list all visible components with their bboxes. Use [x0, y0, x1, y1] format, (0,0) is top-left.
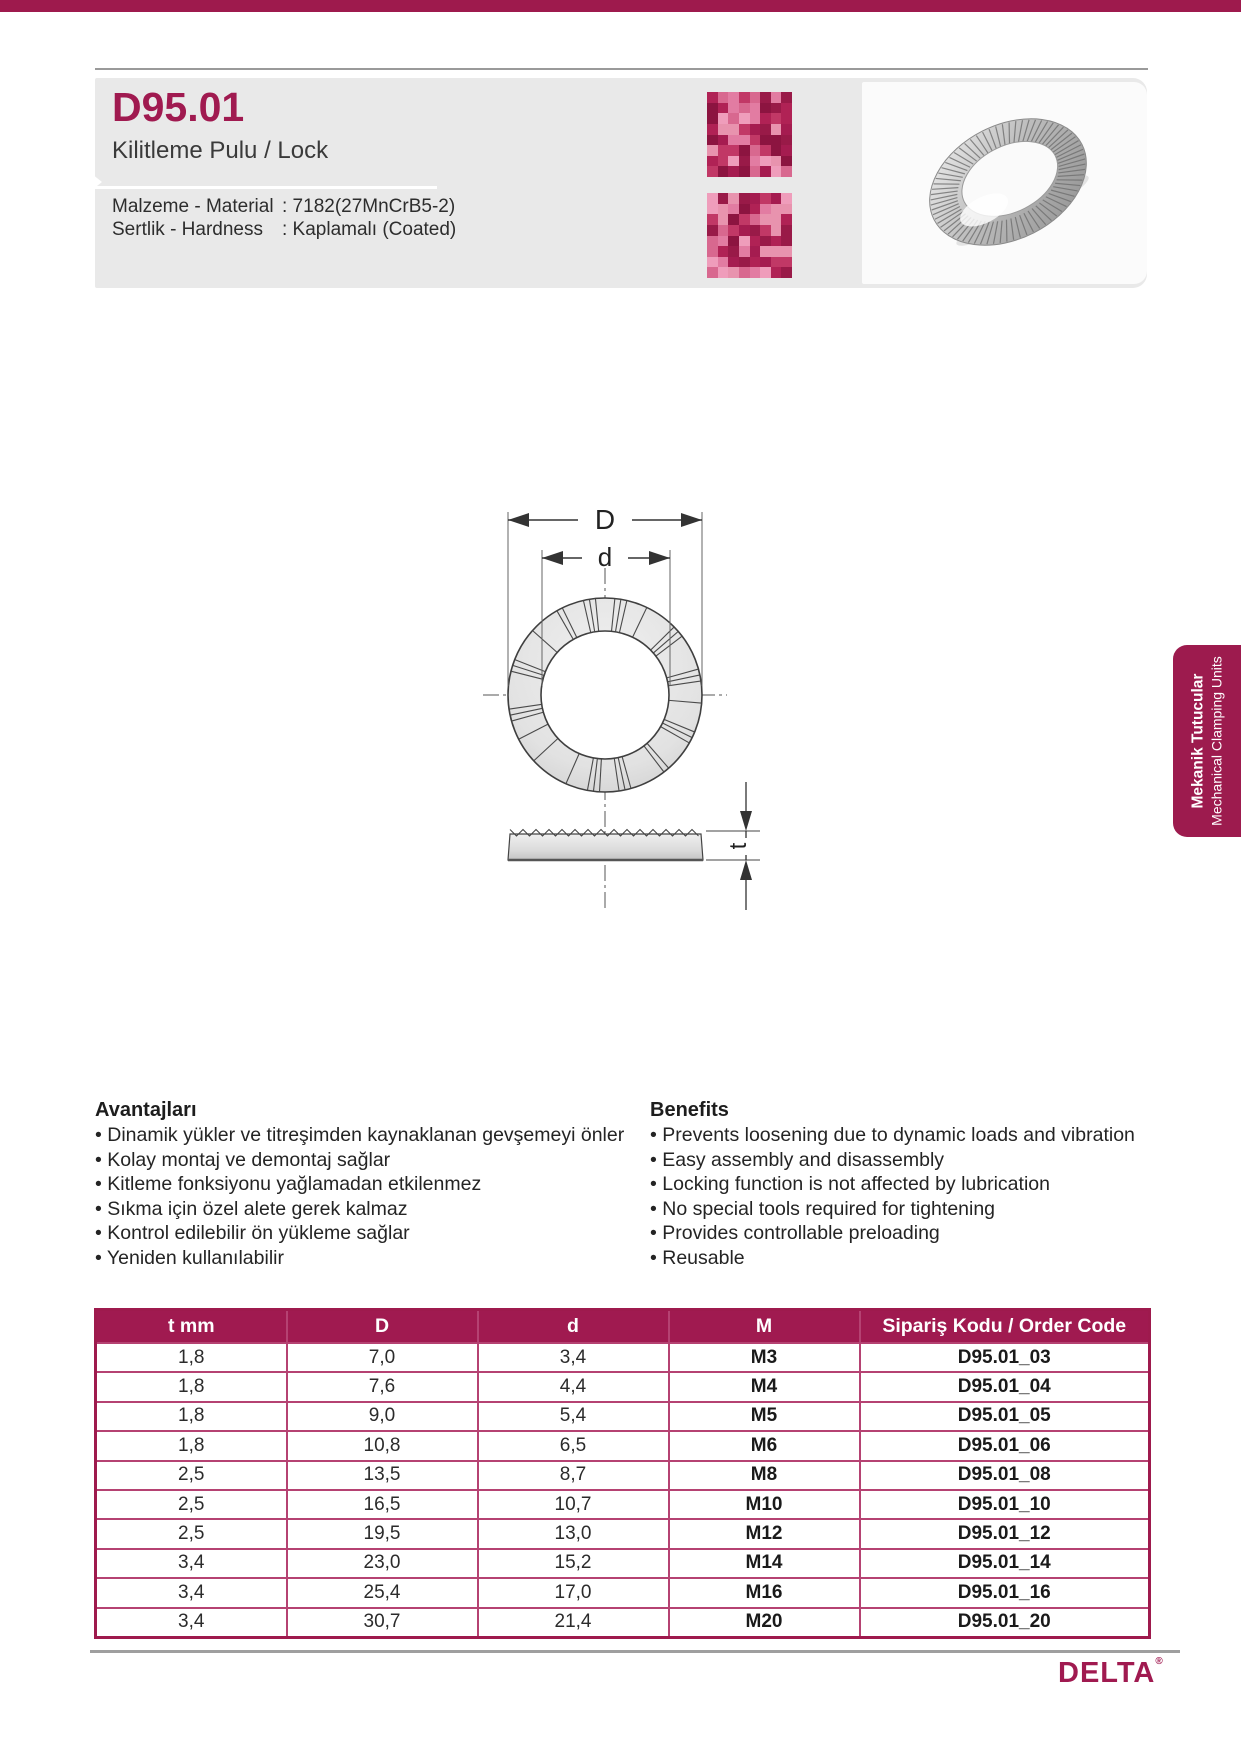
advantages-list: [95, 1123, 655, 1271]
table-cell: 1,8: [96, 1372, 287, 1401]
table-cell: D95.01_03: [860, 1343, 1150, 1372]
table-cell: D95.01_12: [860, 1519, 1150, 1548]
side-tab-subtitle: Mechanical Clamping Units: [1208, 656, 1225, 826]
table-cell: 8,7: [478, 1461, 669, 1490]
mosaic-cell: [728, 92, 739, 103]
table-cell: 3,4: [96, 1549, 287, 1578]
mosaic-cell: [781, 257, 792, 268]
dim-label-d: d: [597, 542, 613, 572]
mosaic-cell: [750, 204, 761, 215]
product-header: [95, 78, 1147, 288]
mosaic-cell: [718, 225, 729, 236]
table-row: [96, 1461, 1150, 1490]
table-row: [96, 1578, 1150, 1607]
bullet-item: • Easy assembly and disassembly: [650, 1148, 1210, 1173]
benefits-heading: Benefits: [650, 1099, 729, 1121]
product-subtitle: Kilitleme Pulu / Lock: [112, 137, 329, 164]
column-header: d: [478, 1310, 669, 1344]
mosaic-cell: [750, 225, 761, 236]
mosaic-cell: [718, 113, 729, 124]
table-cell: M3: [669, 1343, 860, 1372]
table-cell: M4: [669, 1372, 860, 1401]
dim-label-t: t: [725, 842, 752, 850]
mosaic-cell: [739, 166, 750, 177]
mosaic-cell: [760, 204, 771, 215]
table-row: [96, 1402, 1150, 1431]
mosaic-cell: [739, 204, 750, 215]
bullet-item: • Yeniden kullanılabilir: [95, 1246, 655, 1271]
mosaic-cell: [739, 236, 750, 247]
bullet-item: • Provides controllable preloading: [650, 1221, 1210, 1246]
mosaic-cell: [739, 135, 750, 146]
mosaic-cell: [750, 145, 761, 156]
table-cell: 2,5: [96, 1461, 287, 1490]
table-cell: D95.01_16: [860, 1578, 1150, 1607]
mosaic-cell: [728, 166, 739, 177]
brand-name: DELTA: [1058, 1657, 1156, 1689]
mosaic-cell: [718, 135, 729, 146]
table-row: [96, 1549, 1150, 1578]
product-code: D95.01: [112, 84, 245, 130]
top-accent-bar: [0, 0, 1241, 12]
washer-inner-circle: [541, 631, 669, 759]
mosaic-cell: [781, 166, 792, 177]
table-cell: D95.01_04: [860, 1372, 1150, 1401]
mosaic-cell: [718, 214, 729, 225]
mosaic-cell: [707, 103, 718, 114]
mosaic-cell: [707, 193, 718, 204]
mosaic-cell: [707, 113, 718, 124]
mosaic-cell: [728, 267, 739, 278]
table-cell: M6: [669, 1431, 860, 1460]
mosaic-cell: [781, 246, 792, 257]
mosaic-cell: [781, 135, 792, 146]
mosaic-cell: [707, 246, 718, 257]
footer-rule: [90, 1650, 1180, 1653]
table-cell: 25,4: [287, 1578, 478, 1607]
table-cell: D95.01_08: [860, 1461, 1150, 1490]
mosaic-cell: [739, 257, 750, 268]
table-cell: 3,4: [478, 1343, 669, 1372]
bullet-item: • Dinamik yükler ve titreşimden kaynaklanan gevşemeyi önler: [95, 1123, 655, 1148]
mosaic-cell: [739, 225, 750, 236]
table-cell: 15,2: [478, 1549, 669, 1578]
mosaic-cell: [718, 267, 729, 278]
benefits-section: [650, 1098, 1210, 1271]
mosaic-cell: [707, 214, 718, 225]
table-cell: 5,4: [478, 1402, 669, 1431]
mosaic-cell: [728, 204, 739, 215]
side-tab-text: [1189, 656, 1226, 826]
table-row: [96, 1343, 1150, 1372]
mosaic-cell: [750, 257, 761, 268]
table-cell: 10,8: [287, 1431, 478, 1460]
mosaic-cell: [750, 267, 761, 278]
mosaic-cell: [728, 257, 739, 268]
table-cell: M20: [669, 1608, 860, 1638]
table-cell: 1,8: [96, 1431, 287, 1460]
table-cell: M16: [669, 1578, 860, 1607]
mosaic-cell: [781, 236, 792, 247]
washer-side-view: [508, 834, 703, 860]
mosaic-cell: [771, 92, 782, 103]
table-cell: D95.01_10: [860, 1490, 1150, 1519]
brand-logo: [1058, 1656, 1163, 1690]
table-cell: 17,0: [478, 1578, 669, 1607]
benefits-list: [650, 1123, 1210, 1271]
side-tab-mechanical-clamping: [1173, 645, 1241, 837]
spec-label: Sertlik - Hardness: [112, 219, 263, 240]
mosaic-cell: [771, 193, 782, 204]
mosaic-cell: [781, 113, 792, 124]
mosaic-cell: [718, 103, 729, 114]
mosaic-cell: [781, 124, 792, 135]
mosaic-cell: [707, 236, 718, 247]
mosaic-cell: [718, 92, 729, 103]
mosaic-cell: [739, 193, 750, 204]
mosaic-cell: [750, 236, 761, 247]
mosaic-cell: [760, 246, 771, 257]
mosaic-cell: [739, 246, 750, 257]
table-cell: 3,4: [96, 1608, 287, 1638]
lock-washer-photo: [862, 82, 1147, 284]
table-cell: D95.01_20: [860, 1608, 1150, 1638]
spec-row-hardness: [112, 218, 456, 241]
bullet-item: • Kontrol edilebilir ön yükleme sağlar: [95, 1221, 655, 1246]
separator-line: [95, 186, 437, 189]
table-cell: 4,4: [478, 1372, 669, 1401]
spec-value: : 7182(27MnCrB5-2): [282, 196, 456, 217]
mosaic-cell: [718, 156, 729, 167]
table-cell: 21,4: [478, 1608, 669, 1638]
column-header: M: [669, 1310, 860, 1344]
mosaic-cell: [750, 103, 761, 114]
product-photo: [862, 82, 1147, 284]
mosaic-cell: [771, 103, 782, 114]
bullet-item: • Reusable: [650, 1246, 1210, 1271]
mosaic-cell: [739, 92, 750, 103]
bullet-item: • No special tools required for tightening: [650, 1197, 1210, 1222]
mosaic-cell: [728, 225, 739, 236]
bullet-item: • Prevents loosening due to dynamic loads and vibration: [650, 1123, 1210, 1148]
mosaic-cell: [760, 267, 771, 278]
table-cell: D95.01_14: [860, 1549, 1150, 1578]
mosaic-cell: [750, 135, 761, 146]
mosaic-cell: [781, 145, 792, 156]
mosaic-cell: [728, 124, 739, 135]
side-tab-title: Mekanik Tutucular: [1189, 673, 1207, 809]
table-cell: 1,8: [96, 1402, 287, 1431]
table-row: [96, 1490, 1150, 1519]
pixelated-thumbnail-1: [707, 92, 792, 177]
spec-list: [112, 195, 456, 241]
mosaic-cell: [781, 267, 792, 278]
spec-label: Malzeme - Material: [112, 196, 274, 217]
bullet-item: • Locking function is not affected by lubrication: [650, 1172, 1210, 1197]
table-cell: 6,5: [478, 1431, 669, 1460]
mosaic-cell: [707, 156, 718, 167]
mosaic-cell: [760, 92, 771, 103]
mosaic-cell: [707, 257, 718, 268]
mosaic-cell: [707, 124, 718, 135]
mosaic-cell: [718, 145, 729, 156]
mosaic-cell: [728, 236, 739, 247]
bullet-item: • Kolay montaj ve demontaj sağlar: [95, 1148, 655, 1173]
mosaic-cell: [771, 166, 782, 177]
mosaic-cell: [707, 225, 718, 236]
mosaic-cell: [707, 267, 718, 278]
mosaic-cell: [707, 166, 718, 177]
mosaic-cell: [771, 236, 782, 247]
mosaic-cell: [760, 113, 771, 124]
mosaic-cell: [771, 124, 782, 135]
table-cell: 13,5: [287, 1461, 478, 1490]
table-cell: 9,0: [287, 1402, 478, 1431]
table-cell: 19,5: [287, 1519, 478, 1548]
mosaic-cell: [771, 113, 782, 124]
mosaic-cell: [750, 113, 761, 124]
mosaic-cell: [781, 193, 792, 204]
table-cell: 10,7: [478, 1490, 669, 1519]
mosaic-cell: [750, 193, 761, 204]
advantages-heading: Avantajları: [95, 1099, 197, 1121]
mosaic-cell: [760, 135, 771, 146]
mosaic-cell: [781, 92, 792, 103]
spec-row-material: [112, 195, 456, 218]
mosaic-cell: [750, 124, 761, 135]
table-cell: 1,8: [96, 1343, 287, 1372]
mosaic-cell: [728, 214, 739, 225]
mosaic-cell: [707, 92, 718, 103]
bullet-item: • Kitleme fonksiyonu yağlamadan etkilenmez: [95, 1172, 655, 1197]
table-cell: 13,0: [478, 1519, 669, 1548]
table-row: [96, 1608, 1150, 1638]
spec-value: : Kaplamalı (Coated): [282, 219, 457, 240]
mosaic-cell: [771, 257, 782, 268]
table-cell: M8: [669, 1461, 860, 1490]
registered-mark: ®: [1155, 1656, 1163, 1667]
mosaic-cell: [771, 267, 782, 278]
table-cell: M5: [669, 1402, 860, 1431]
table-cell: 7,6: [287, 1372, 478, 1401]
mosaic-cell: [728, 135, 739, 146]
bullet-item: • Sıkma için özel alete gerek kalmaz: [95, 1197, 655, 1222]
separator-wedge: [87, 170, 102, 194]
mosaic-cell: [771, 135, 782, 146]
mosaic-cell: [728, 156, 739, 167]
mosaic-cell: [760, 103, 771, 114]
table-cell: M10: [669, 1490, 860, 1519]
mosaic-cell: [750, 166, 761, 177]
mosaic-cell: [728, 103, 739, 114]
mosaic-cell: [760, 124, 771, 135]
mosaic-cell: [739, 156, 750, 167]
mosaic-cell: [739, 267, 750, 278]
mosaic-cell: [707, 145, 718, 156]
mosaic-cell: [728, 113, 739, 124]
mosaic-cell: [781, 204, 792, 215]
mosaic-cell: [760, 156, 771, 167]
mosaic-cell: [771, 225, 782, 236]
mosaic-cell: [760, 214, 771, 225]
mosaic-cell: [750, 156, 761, 167]
mosaic-cell: [718, 236, 729, 247]
table-cell: 30,7: [287, 1608, 478, 1638]
mosaic-cell: [760, 236, 771, 247]
table-cell: 16,5: [287, 1490, 478, 1519]
mosaic-cell: [739, 103, 750, 114]
mosaic-cell: [760, 145, 771, 156]
column-header: D: [287, 1310, 478, 1344]
dimension-table: [94, 1308, 1151, 1639]
mosaic-cell: [728, 145, 739, 156]
mosaic-cell: [728, 246, 739, 257]
table-cell: 2,5: [96, 1490, 287, 1519]
mosaic-cell: [718, 166, 729, 177]
mosaic-cell: [707, 204, 718, 215]
mosaic-cell: [739, 214, 750, 225]
mosaic-cell: [718, 124, 729, 135]
mosaic-cell: [771, 204, 782, 215]
technical-drawing: [420, 440, 800, 940]
mosaic-cell: [771, 246, 782, 257]
mosaic-cell: [739, 113, 750, 124]
mosaic-cell: [771, 145, 782, 156]
mosaic-cell: [771, 214, 782, 225]
mosaic-cell: [781, 214, 792, 225]
table-row: [96, 1372, 1150, 1401]
mosaic-cell: [750, 92, 761, 103]
table-cell: D95.01_06: [860, 1431, 1150, 1460]
mosaic-cell: [718, 204, 729, 215]
table-header-row: [96, 1310, 1150, 1344]
table-body: [96, 1343, 1150, 1637]
mosaic-cell: [760, 257, 771, 268]
table-cell: 2,5: [96, 1519, 287, 1548]
table-cell: 3,4: [96, 1578, 287, 1607]
mosaic-cell: [718, 257, 729, 268]
mosaic-cell: [718, 193, 729, 204]
header-rule: [95, 68, 1148, 70]
table-row: [96, 1431, 1150, 1460]
mosaic-cell: [760, 225, 771, 236]
table-cell: 7,0: [287, 1343, 478, 1372]
mosaic-cell: [781, 156, 792, 167]
mosaic-cell: [739, 145, 750, 156]
column-header: t mm: [96, 1310, 287, 1344]
mosaic-cell: [760, 193, 771, 204]
table-cell: M12: [669, 1519, 860, 1548]
dim-label-D: D: [594, 504, 616, 535]
mosaic-cell: [728, 193, 739, 204]
advantages-section: [95, 1098, 655, 1271]
mosaic-cell: [750, 214, 761, 225]
mosaic-cell: [771, 156, 782, 167]
table-cell: D95.01_05: [860, 1402, 1150, 1431]
table-cell: M14: [669, 1549, 860, 1578]
table-row: [96, 1519, 1150, 1548]
mosaic-cell: [781, 103, 792, 114]
mosaic-cell: [739, 124, 750, 135]
pixelated-thumbnail-2: [707, 193, 792, 278]
column-header: Sipariş Kodu / Order Code: [860, 1310, 1150, 1344]
mosaic-cell: [750, 246, 761, 257]
mosaic-cell: [760, 166, 771, 177]
mosaic-cell: [718, 246, 729, 257]
table-cell: 23,0: [287, 1549, 478, 1578]
mosaic-cell: [707, 135, 718, 146]
mosaic-cell: [781, 225, 792, 236]
